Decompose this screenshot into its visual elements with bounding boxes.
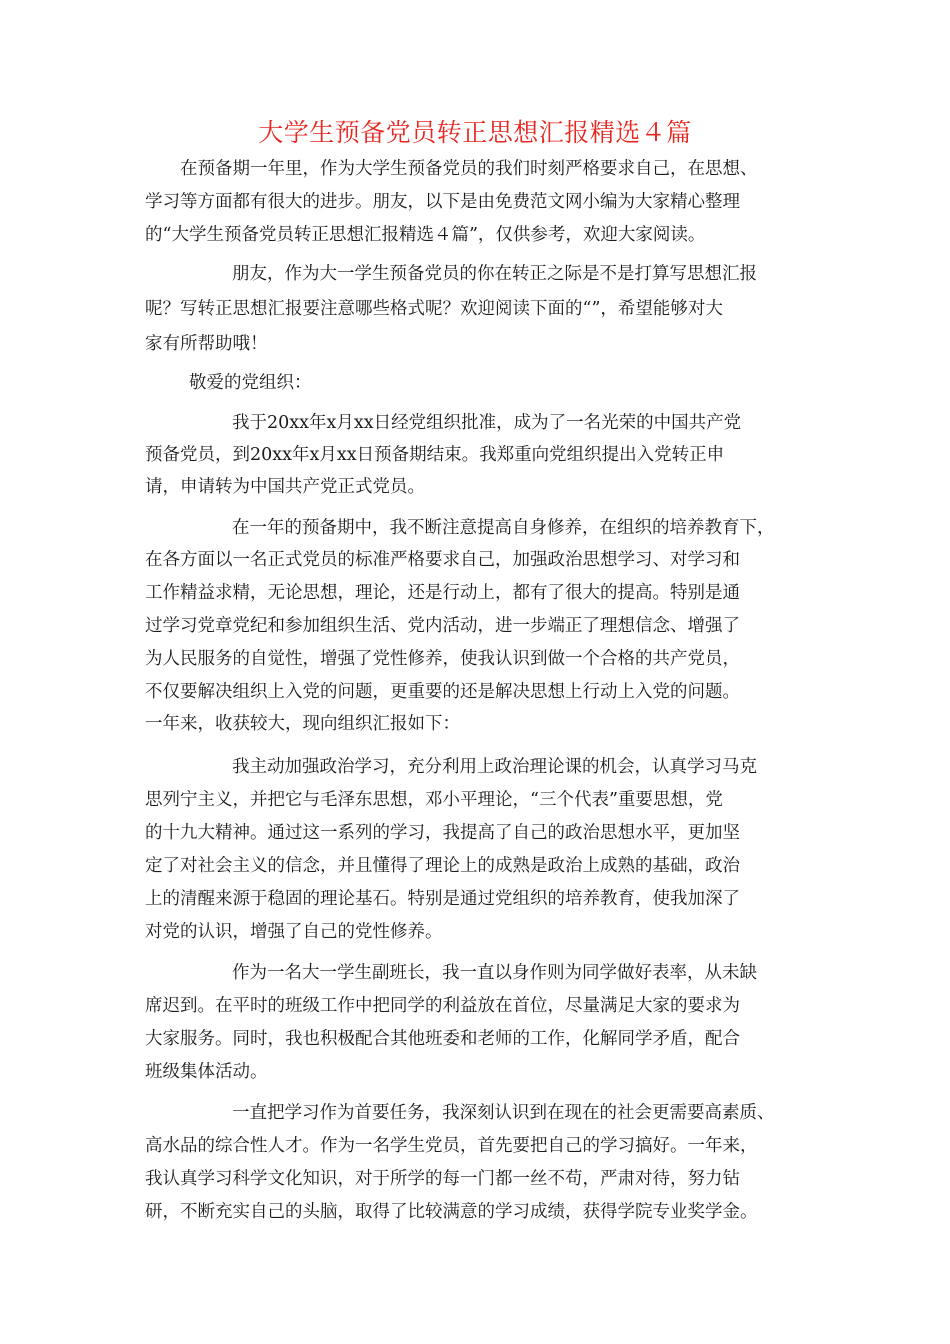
paragraph-line: 上的清醒来源于稳固的理论基石。特别是通过党组织的培养教育，使我加深了 bbox=[145, 889, 740, 909]
paragraph-line: 我于20xx年x月xx日经党组织批准，成为了一名光荣的中国共产党 bbox=[232, 413, 742, 433]
paragraph-line: 敬爱的党组织： bbox=[189, 373, 312, 393]
paragraph-line: 作为一名大一学生副班长，我一直以身作则为同学做好表率，从未缺 bbox=[232, 963, 757, 983]
paragraph-line: 的“大学生预备党员转正思想汇报精选４篇”，仅供参考，欢迎大家阅读。 bbox=[145, 225, 706, 245]
paragraph-line: 研，不断充实自己的头脑，取得了比较满意的学习成绩，获得学院专业奖学金。 bbox=[145, 1202, 758, 1222]
paragraph-line: 的十九大精神。通过这一系列的学习，我提高了自己的政治思想水平，更加坚 bbox=[145, 823, 740, 843]
paragraph-line: 高水品的综合性人才。作为一名学生党员，首先要把自己的学习搞好。一年来， bbox=[145, 1136, 758, 1156]
paragraph-line: 一年来，收获较大，现向组织汇报如下： bbox=[145, 714, 460, 734]
paragraph-line: 在各方面以一名正式党员的标准严格要求自己，加强政治思想学习、对学习和 bbox=[145, 550, 740, 570]
paragraph-line: 定了对社会主义的信念，并且懂得了理论上的成熟是政治上成熟的基础，政治 bbox=[145, 856, 740, 876]
paragraph-line: 为人民服务的自觉性，增强了党性修养，使我认识到做一个合格的共产党员， bbox=[145, 649, 740, 669]
paragraph-line: 对党的认识，增强了自己的党性修养。 bbox=[145, 922, 443, 942]
paragraph-line: 我认真学习科学文化知识，对于所学的每一门都一丝不苟，严肃对待，努力钻 bbox=[145, 1169, 740, 1189]
paragraph-line: 预备党员，到20xx年x月xx日预备期结束。我郑重向党组织提出入党转正申 bbox=[145, 445, 725, 465]
paragraph-line: 在一年的预备期中，我不断注意提高自身修养，在组织的培养教育下， bbox=[232, 518, 775, 538]
paragraph-line: 席迟到。在平时的班级工作中把同学的利益放在首位，尽量满足大家的要求为 bbox=[145, 996, 740, 1016]
paragraph-line: 家有所帮助哦！ bbox=[145, 334, 268, 354]
document-title: 大学生预备党员转正思想汇报精选４篇 bbox=[258, 118, 692, 147]
paragraph-line: 一直把学习作为首要任务，我深刻认识到在现在的社会更需要高素质、 bbox=[232, 1103, 775, 1123]
paragraph-line: 过学习党章党纪和参加组织生活、党内活动，进一步端正了理想信念、增强了 bbox=[145, 616, 740, 636]
paragraph-line: 请，申请转为中国共产党正式党员。 bbox=[145, 477, 425, 497]
paragraph-line: 工作精益求精，无论思想，理论，还是行动上，都有了很大的提高。特别是通 bbox=[145, 583, 740, 603]
paragraph-line: 学习等方面都有很大的进步。朋友，以下是由免费范文网小编为大家精心整理 bbox=[145, 192, 740, 212]
paragraph-line: 大家服务。同时，我也积极配合其他班委和老师的工作，化解同学矛盾，配合 bbox=[145, 1029, 740, 1049]
paragraph-line: 在预备期一年里，作为大学生预备党员的我们时刻严格要求自己，在思想、 bbox=[180, 159, 758, 179]
paragraph-line: 我主动加强政治学习，充分利用上政治理论课的机会，认真学习马克 bbox=[232, 757, 757, 777]
paragraph-line: 朋友，作为大一学生预备党员的你在转正之际是不是打算写思想汇报 bbox=[232, 264, 757, 284]
paragraph-line: 不仅要解决组织上入党的问题，更重要的还是解决思想上行动上入党的问题。 bbox=[145, 682, 740, 702]
paragraph-line: 班级集体活动。 bbox=[145, 1062, 268, 1082]
paragraph-line: 思列宁主义，并把它与毛泽东思想，邓小平理论，“三个代表”重要思想，党 bbox=[145, 790, 723, 810]
paragraph-line: 呢？写转正思想汇报要注意哪些格式呢？欢迎阅读下面的“”，希望能够对大 bbox=[145, 299, 723, 319]
